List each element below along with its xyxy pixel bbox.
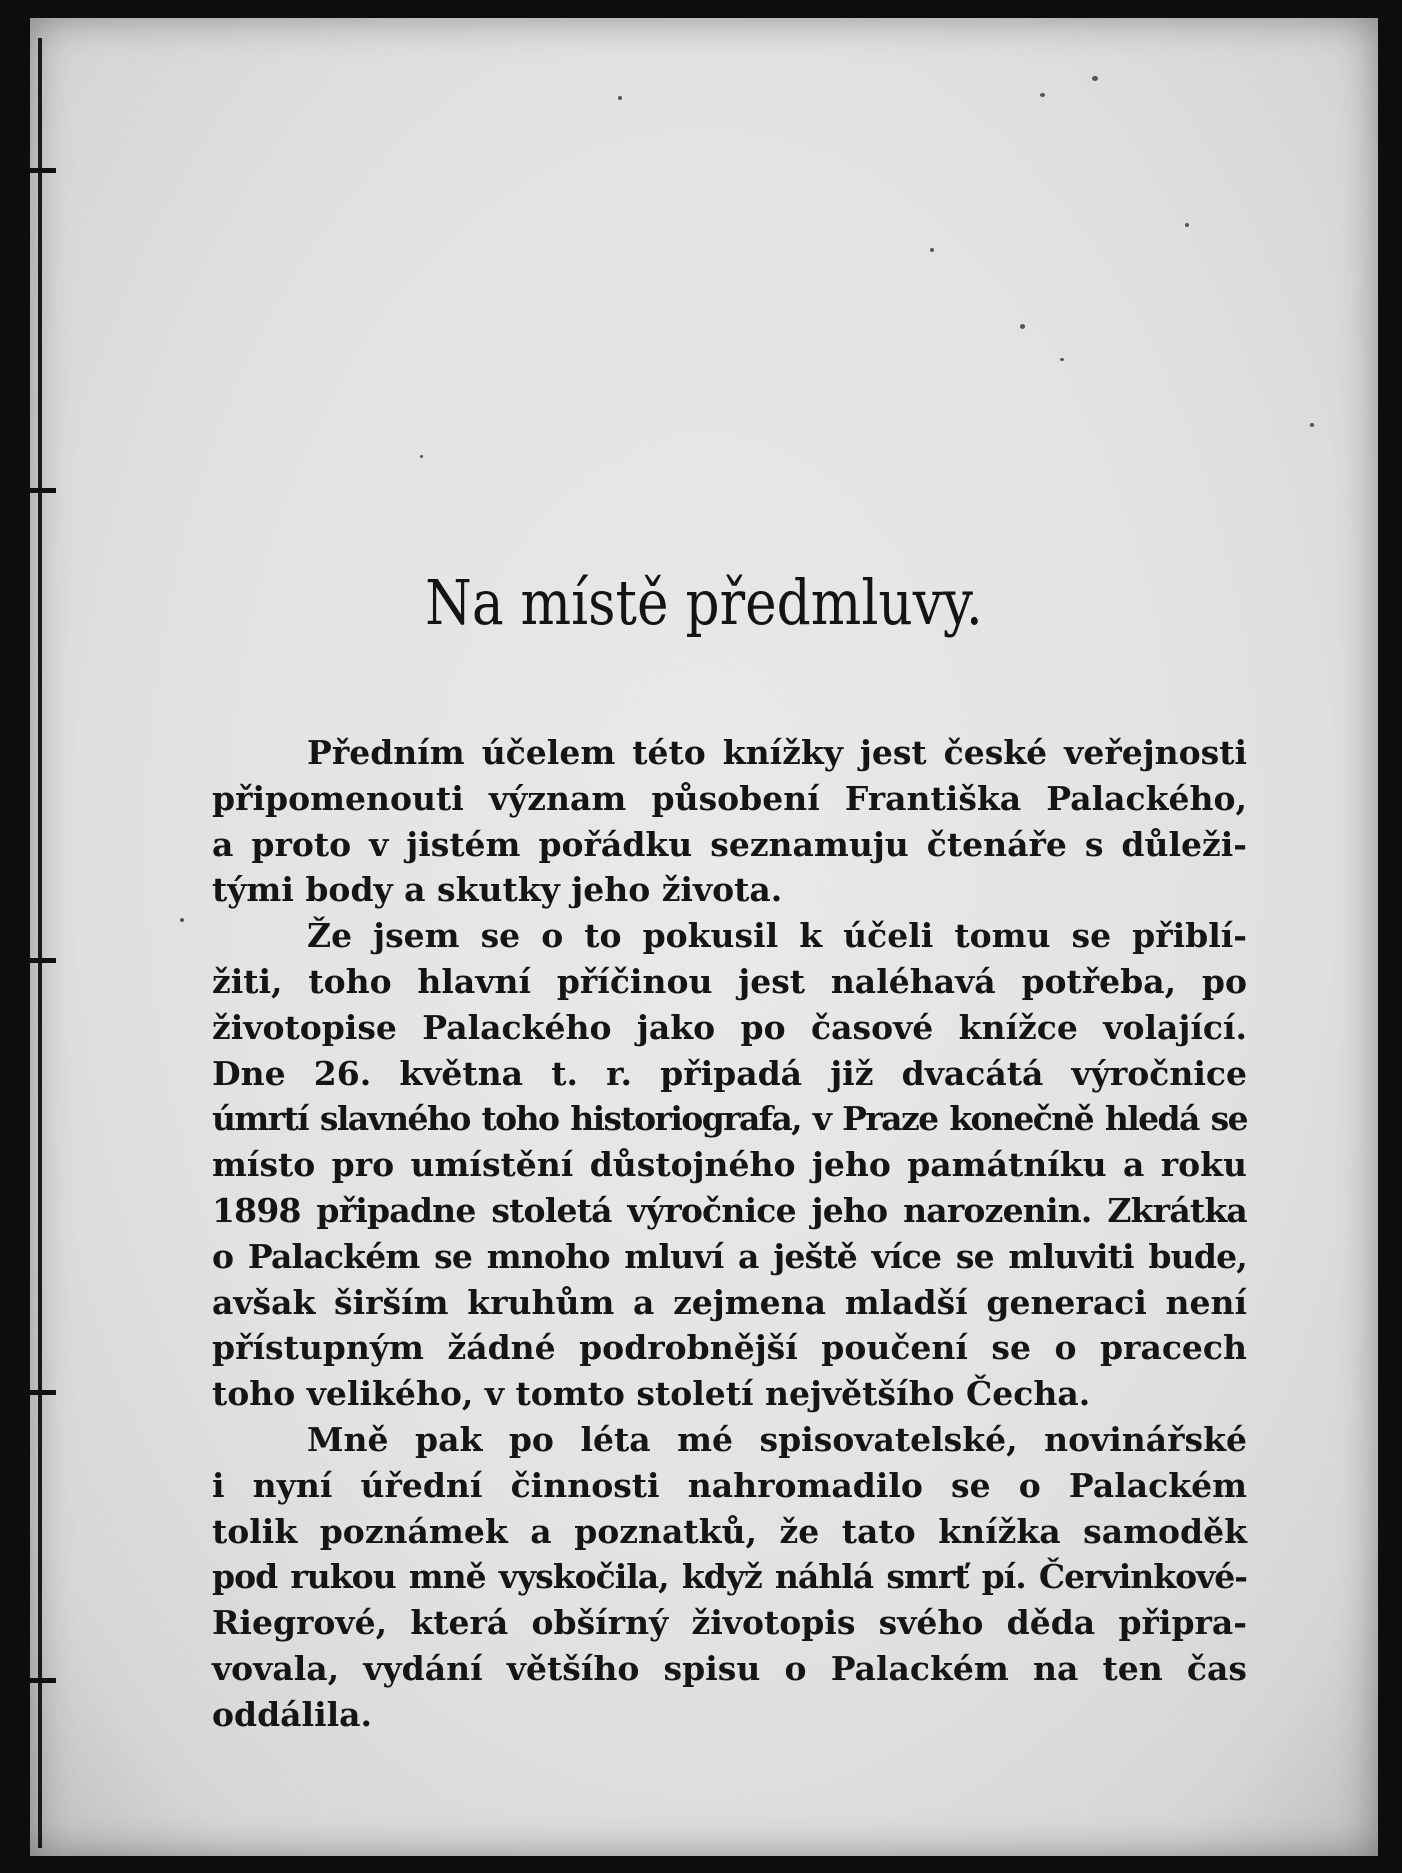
text-line: vovala, vydání většího spisu o Palackém na ten čas — [212, 1648, 1247, 1688]
text-line: tolik poznámek a poznatků, že tato knížka samoděk — [212, 1511, 1247, 1551]
text-line: i nyní úřední činnosti nahromadilo se o Palackém — [212, 1465, 1247, 1505]
text-line: a proto v jistém pořádku seznamuju čtenáře s důleži- — [212, 824, 1247, 864]
paper-speck — [1092, 76, 1098, 81]
text-line: místo pro umístění důstojného jeho památníku a roku — [212, 1145, 1247, 1185]
paper-speck — [1040, 93, 1045, 97]
paper-speck — [1060, 358, 1064, 361]
text-line: toho velikého, v tomto století největšího Čecha. — [212, 1374, 1091, 1414]
text-line: 1898 připadne stoletá výročnice jeho narozenin. Zkrátka — [212, 1190, 1247, 1230]
binding-stitch — [30, 1390, 56, 1395]
binding-stitch — [30, 168, 56, 173]
paper-speck — [930, 248, 934, 252]
text-line: Dne 26. května t. r. připadá již dvacátá výročnice — [212, 1053, 1247, 1093]
paper-speck — [1020, 324, 1025, 329]
binding-stitch — [30, 958, 56, 963]
text-line: žiti, toho hlavní příčinou jest naléhavá potřeba, po — [212, 961, 1247, 1001]
text-line: připomenouti význam působení Františka Palackého, — [212, 778, 1247, 818]
text-line: Riegrové, která obšírný životopis svého děda připra- — [212, 1603, 1247, 1643]
text-line: tými body a skutky jeho života. — [212, 870, 783, 910]
text-line: životopise Palackého jako po časové knížce volající. — [212, 1007, 1247, 1047]
text-line: Předním účelem této knížky jest české veřejnosti — [307, 733, 1247, 772]
page-title: Na místě předmluvy. — [425, 566, 983, 639]
binding-edge — [38, 38, 42, 1848]
paper-speck — [180, 918, 184, 922]
binding-stitch — [30, 488, 56, 493]
text-line: oddálila. — [212, 1694, 373, 1734]
paper-speck — [618, 96, 622, 100]
paper-speck — [1310, 423, 1314, 427]
text-line: Že jsem se o to pokusil k účeli tomu se přiblí- — [307, 916, 1247, 956]
text-line: přístupným žádné podrobnější poučení se o pracech — [212, 1328, 1247, 1368]
paper-speck — [1185, 223, 1189, 227]
binding-stitch — [30, 1678, 56, 1683]
book-page — [30, 18, 1378, 1856]
text-line: úmrtí slavného toho historiografa, v Praze konečně hledá se — [212, 1099, 1247, 1139]
text-line: Mně pak po léta mé spisovatelské, novinářské — [307, 1419, 1247, 1459]
paper-speck — [420, 455, 423, 458]
body-text — [212, 730, 1247, 1738]
text-line: o Palackém se mnoho mluví a ještě více se mluviti bude, — [212, 1236, 1247, 1276]
text-line: avšak širším kruhům a zejmena mladší generaci není — [212, 1282, 1247, 1322]
text-line: pod rukou mně vyskočila, když náhlá smrť pí. Červinkové- — [212, 1557, 1247, 1597]
